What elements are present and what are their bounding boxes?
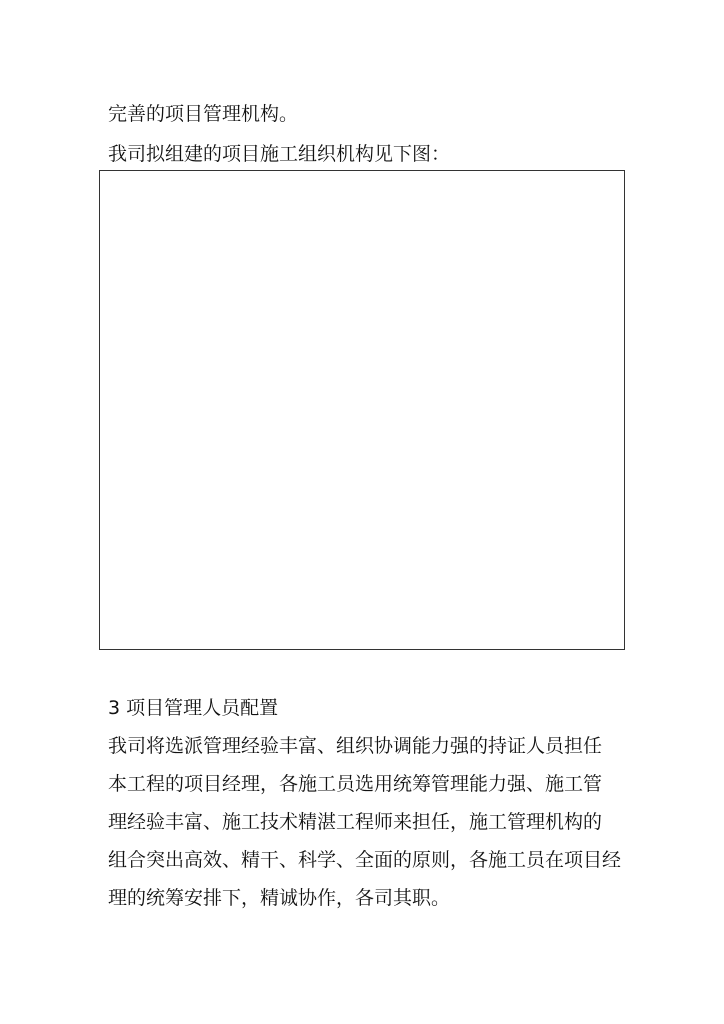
intro-line-2: 我司拟组建的项目施工组织机构见下图： <box>108 143 451 165</box>
body-line-2: 本工程的项目经理，各施工员选用统筹管理能力强、施工管 <box>108 773 603 795</box>
body-line-1: 我司将选派管理经验丰富、组织协调能力强的持证人员担任 <box>108 735 603 757</box>
body-line-5: 理的统筹安排下，精诚协作，各司其职。 <box>108 887 451 909</box>
org-chart-frame <box>99 170 625 650</box>
body-line-4: 组合突出高效、精干、科学、全面的原则，各施工员在项目经 <box>108 849 622 871</box>
section-heading: 3 项目管理人员配置 <box>108 697 279 719</box>
intro-line-1: 完善的项目管理机构。 <box>108 103 299 125</box>
body-line-3: 理经验丰富、施工技术精湛工程师来担任，施工管理机构的 <box>108 811 603 833</box>
